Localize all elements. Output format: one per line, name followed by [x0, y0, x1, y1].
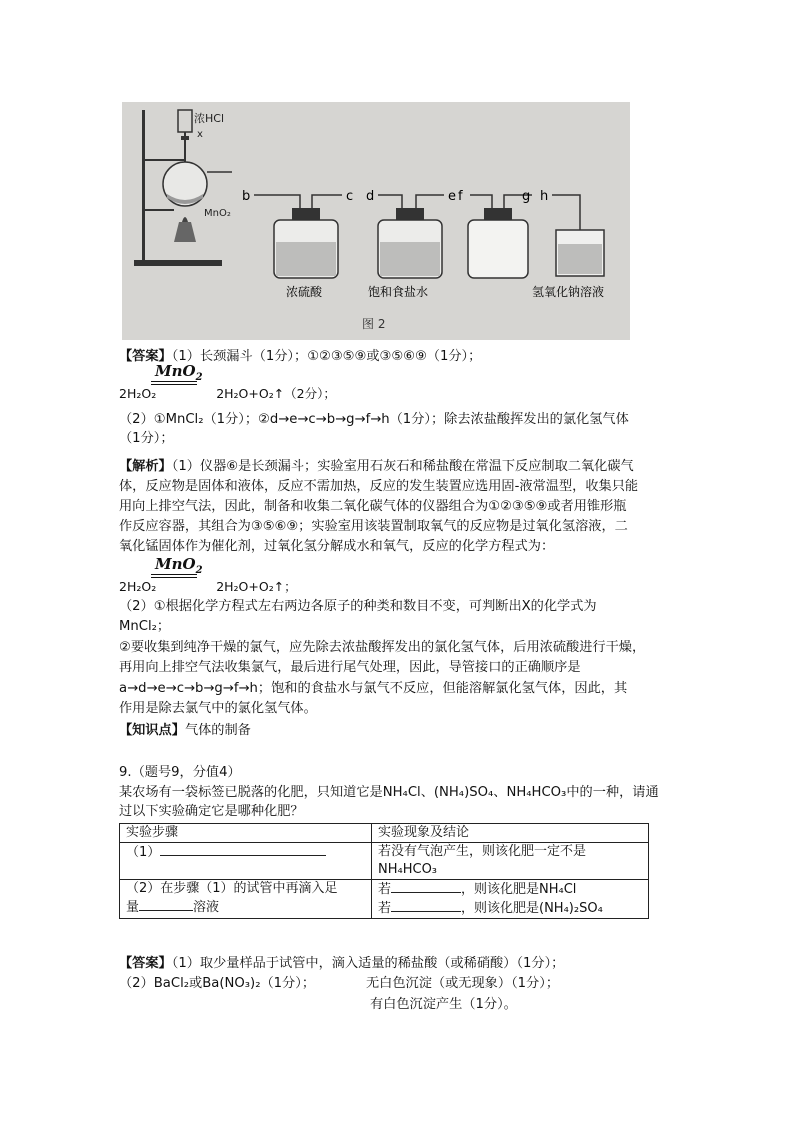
answer2-line1: 【答案】（1）取少量样品于试管中，滴入适量的稀盐酸（或稀硝酸）（1分）； — [119, 956, 565, 971]
answer-tag: 【答案】 — [119, 956, 172, 971]
analysis-line9: 再用向上排空气法收集氯气，最后进行尾气处理，因此，导管接口的正确顺序是 — [119, 660, 581, 675]
answer-blank-step1[interactable] — [160, 843, 326, 856]
equation-2: MnO$_2$ 2H₂O₂ 2H₂O+O₂↑； — [119, 555, 297, 594]
answer1-part2b: （1分）； — [119, 431, 174, 446]
step2-cell: （2）在步骤（1）的试管中再滴入足 量 溶液 — [120, 880, 372, 919]
stand-rod — [142, 110, 145, 262]
label-h: h — [540, 189, 549, 204]
analysis-line7: MnCl₂； — [119, 619, 171, 634]
answer2-line2a: （2）BaCl₂或Ba(NO₃)₂（1分）； — [119, 976, 316, 991]
analysis-tag: 【解析】 — [119, 459, 172, 474]
knowledge-tag: 【知识点】 — [119, 723, 185, 738]
figure-caption: 图 2 — [362, 317, 386, 331]
answer-blank-obs2[interactable] — [391, 899, 461, 912]
q9-stem-line2: 过以下实验确定它是哪种化肥？ — [119, 804, 304, 819]
result2-cell: 若 ，则该化肥是NH₄Cl 若 ，则该化肥是(NH₄)₂SO₄ — [372, 880, 649, 919]
analysis-line10: a→d→e→c→b→g→f→h；饱和的食盐水与氯气不反应，但能溶解氯化氢气体，因此，其 — [119, 681, 628, 696]
apparatus-diagram — [122, 102, 630, 340]
answer1-line1: 【答案】（1）长颈漏斗（1分）；①②③⑤⑨或③⑤⑥⑨（1分）； — [119, 349, 482, 364]
analysis-line11: 作用是除去氯气中的氯化氢气体。 — [119, 701, 317, 716]
analysis-line4: 作反应容器，其组合为③⑤⑥⑨；实验室用该装置制取氧气的反应物是过氧化氢溶液，二 — [119, 519, 628, 534]
bottle-brine — [366, 189, 456, 299]
result1-cell: 若没有气泡产生，则该化肥一定不是 NH₄HCO₃ — [372, 843, 649, 880]
analysis-line2: 体，反应物是固体和液体，反应不需加热，反应的发生装置应选用固-液常温型，收集只能 — [119, 479, 639, 494]
label-e: e — [448, 189, 456, 204]
table-header-results: 实验现象及结论 — [372, 824, 649, 843]
analysis-line6: （2）①根据化学方程式左右两边各原子的种类和数目不变，可判断出X的化学式为 — [119, 599, 597, 614]
label-g: g — [522, 189, 531, 204]
label-mno2: MnO₂ — [204, 208, 231, 219]
label-beaker: 氢氧化钠溶液 — [532, 285, 605, 299]
answer-tag: 【答案】 — [119, 349, 172, 364]
answer1-part2: （2）①MnCl₂（1分）；②d→e→c→b→g→f→h（1分）；除去浓盐酸挥发出的氯化氢气体 — [119, 412, 629, 427]
knowledge-point: 【知识点】气体的制备 — [119, 723, 251, 738]
label-bottle2: 饱和食盐水 — [368, 285, 429, 299]
stand-base — [134, 260, 222, 266]
label-c: c — [346, 189, 354, 204]
experiment-table — [119, 823, 649, 919]
label-bottle1: 浓硫酸 — [286, 285, 323, 299]
analysis-line3: 用向上排空气法，因此，制备和收集二氧化碳气体的仪器组合为①②③⑤⑨或者用锥形瓶 — [119, 499, 627, 514]
funnel-top — [178, 110, 192, 132]
label-d: d — [366, 189, 375, 204]
label-f: f — [458, 189, 463, 204]
analysis-line1: 【解析】（1）仪器⑥是长颈漏斗；实验室用石灰石和稀盐酸在常温下反应制取二氧化碳气 — [119, 459, 634, 474]
answer2-line2b: 无白色沉淀（或无现象）（1分）； — [366, 976, 560, 991]
table-row — [120, 843, 649, 880]
answer2-line3: 有白色沉淀产生（1分）。 — [370, 997, 517, 1012]
equation-1: MnO$_2$ 2H₂O₂ 2H₂O+O₂↑（2分）； — [119, 362, 336, 401]
analysis-line8: ②要收集到纯净干燥的氯气，应先除去浓盐酸挥发出的氯化氢气体，后用浓硫酸进行干燥， — [119, 640, 646, 655]
q9-header: 9.（题号9，分值4） — [119, 765, 241, 780]
q9-stem-line1: 某农场有一袋标签已脱落的化肥，只知道它是NH₄Cl、(NH₄)SO₄、NH₄HCO₃中的一种，请通 — [119, 785, 659, 800]
label-x: ⅹ — [197, 129, 203, 140]
answer-blank-obs1[interactable] — [391, 880, 461, 893]
answer-blank-reagent[interactable] — [139, 898, 193, 911]
label-acid: 浓HCl — [194, 112, 225, 125]
analysis-line5: 氧化锰固体作为催化剂，过氧化氢分解成水和氧气，反应的化学方程式为： — [119, 539, 555, 554]
alcohol-lamp — [174, 222, 196, 242]
table-header-row — [120, 824, 649, 843]
label-b: b — [242, 189, 251, 204]
step1-cell: （1） — [120, 843, 372, 880]
apparatus-figure — [122, 102, 630, 340]
bottle-collection — [458, 189, 532, 278]
table-header-steps: 实验步骤 — [120, 824, 372, 843]
table-row — [120, 880, 649, 919]
beaker-naoh — [532, 189, 604, 299]
bottle-conc-sulfuric — [242, 189, 353, 299]
